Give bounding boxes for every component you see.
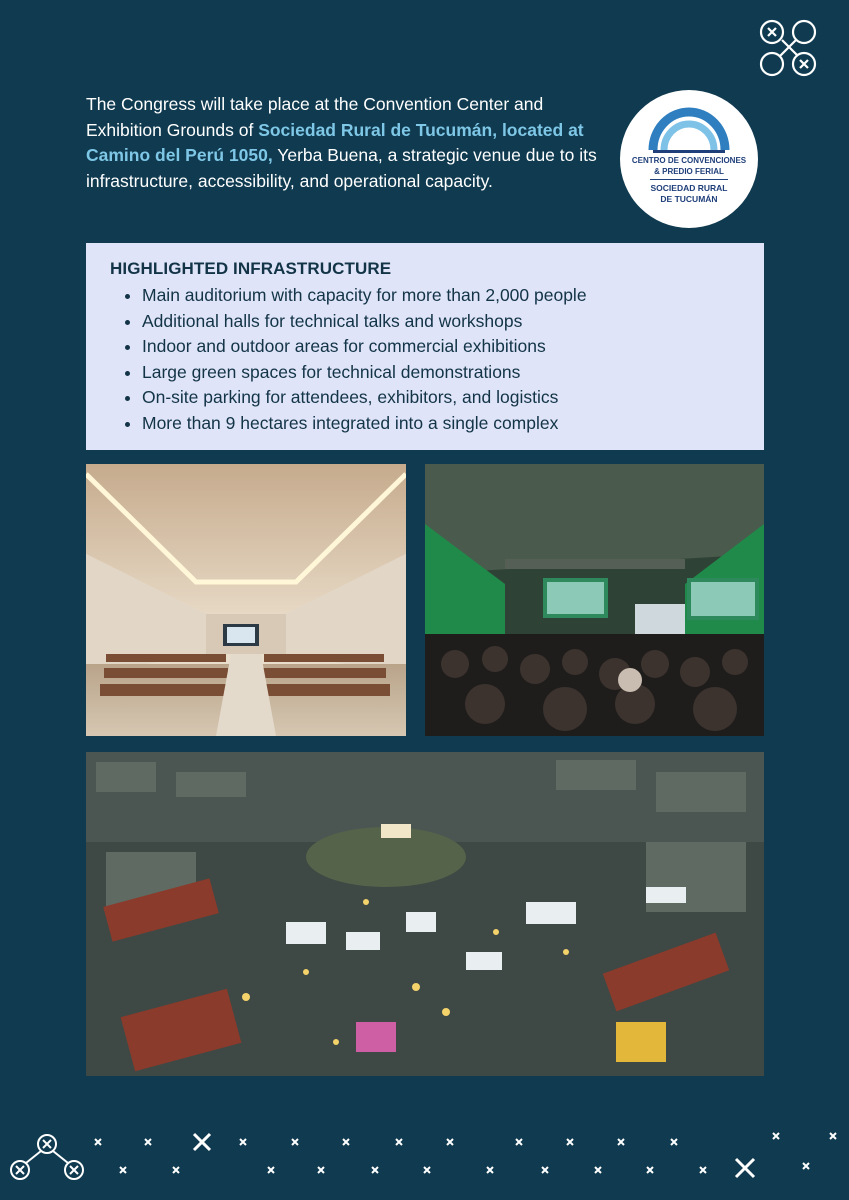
list-item: • More than 9 hectares integrated into a single complex xyxy=(142,411,740,437)
venue-logo-line3: SOCIEDAD RURAL xyxy=(650,183,728,193)
conference-photo xyxy=(425,464,764,736)
intro-paragraph xyxy=(86,92,611,194)
intro-text-start: The Congress will take place at the Convention Center and Exhibition Grounds of xyxy=(86,94,544,140)
intro-text-end: Yerba Buena, a strategic venue due to its infrastructure, accessibility, and operational capacity. xyxy=(86,145,597,191)
footer-pattern-icon xyxy=(0,1125,849,1200)
infrastructure-box xyxy=(86,243,764,450)
list-item: • Indoor and outdoor areas for commercial exhibitions xyxy=(142,334,740,360)
infrastructure-list xyxy=(110,283,740,436)
auditorium-photo xyxy=(86,464,406,736)
venue-logo-line1: CENTRO DE CONVENCIONES xyxy=(631,156,747,165)
list-item: • On-site parking for attendees, exhibitors, and logistics xyxy=(142,385,740,411)
venue-logo-line4: DE TUCUMÁN xyxy=(660,194,718,204)
venue-logo-divider xyxy=(650,179,728,180)
arch-icon xyxy=(620,90,758,160)
list-item: • Additional halls for technical talks and workshops xyxy=(142,309,740,335)
list-item: • Large green spaces for technical demonstrations xyxy=(142,360,740,386)
venue-logo-line2: & PREDIO FERIAL xyxy=(654,167,724,176)
brand-mark-icon xyxy=(758,18,822,82)
aerial-grounds-photo xyxy=(86,752,764,1076)
venue-logo xyxy=(620,90,758,228)
list-item: • Main auditorium with capacity for more than 2,000 people xyxy=(142,283,740,309)
infrastructure-title: HIGHLIGHTED INFRASTRUCTURE xyxy=(110,259,392,278)
venue-address-highlight: Sociedad Rural de Tucumán, located at Camino del Perú 1050, xyxy=(86,119,584,165)
